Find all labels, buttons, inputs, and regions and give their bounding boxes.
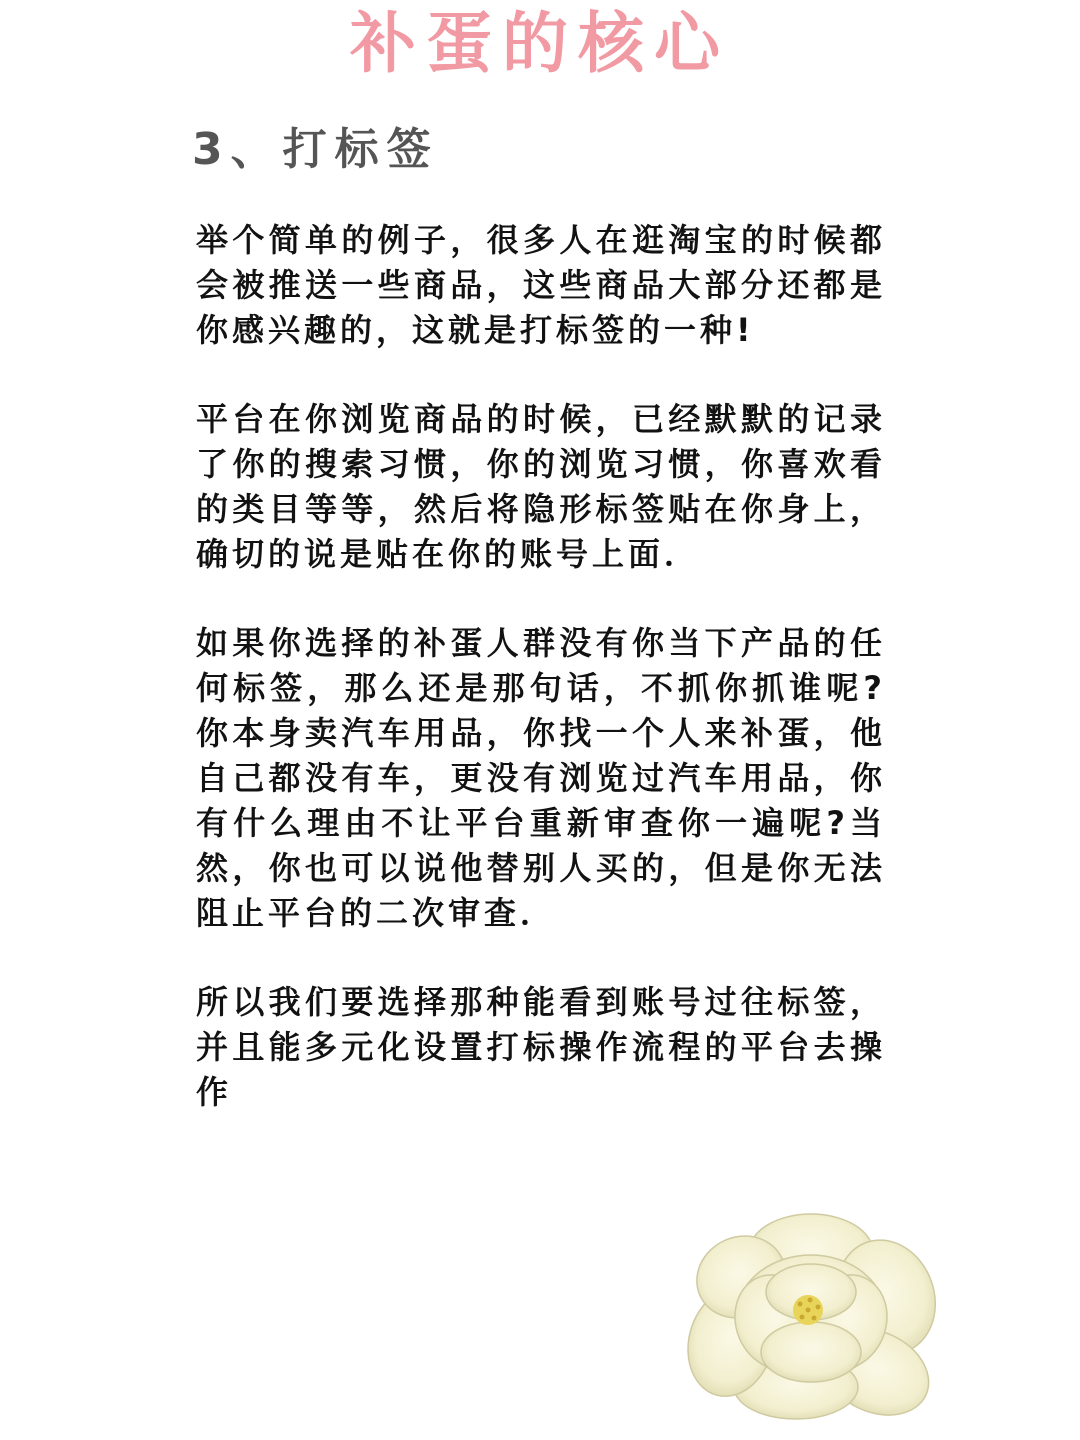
- paragraph-4: 所以我们要选择那种能看到账号过往标签，并且能多元化设置打标操作流程的平台去操作: [196, 983, 886, 1111]
- paragraph-1: 举个简单的例子，很多人在逛淘宝的时候都会被推送一些商品，这些商品大部分还都是你感兴趣的，这就是打标签的一种!: [196, 221, 886, 349]
- article-body: [196, 218, 886, 1159]
- page-title: 补蛋的核心: [350, 5, 730, 82]
- paragraph-2: 平台在你浏览商品的时候，已经默默的记录了你的搜索习惯，你的浏览习惯，你喜欢看的类目等等，然后将隐形标签贴在你身上，确切的说是贴在你的账号上面．: [196, 400, 886, 573]
- paragraph-3: 如果你选择的补蛋人群没有你当下产品的任何标签，那么还是那句话，不抓你抓谁呢?你本身卖汽车用品，你找一个人来补蛋，他自己都没有车，更没有浏览过汽车用品，你有什么理由不让平台重新审查你一遍呢?当然，你也可以说他替别人买的，但是你无法阻止平台的二次审查．: [196, 624, 886, 932]
- white-flower-icon: [686, 1212, 936, 1422]
- section-heading: 3、打标签: [192, 124, 439, 175]
